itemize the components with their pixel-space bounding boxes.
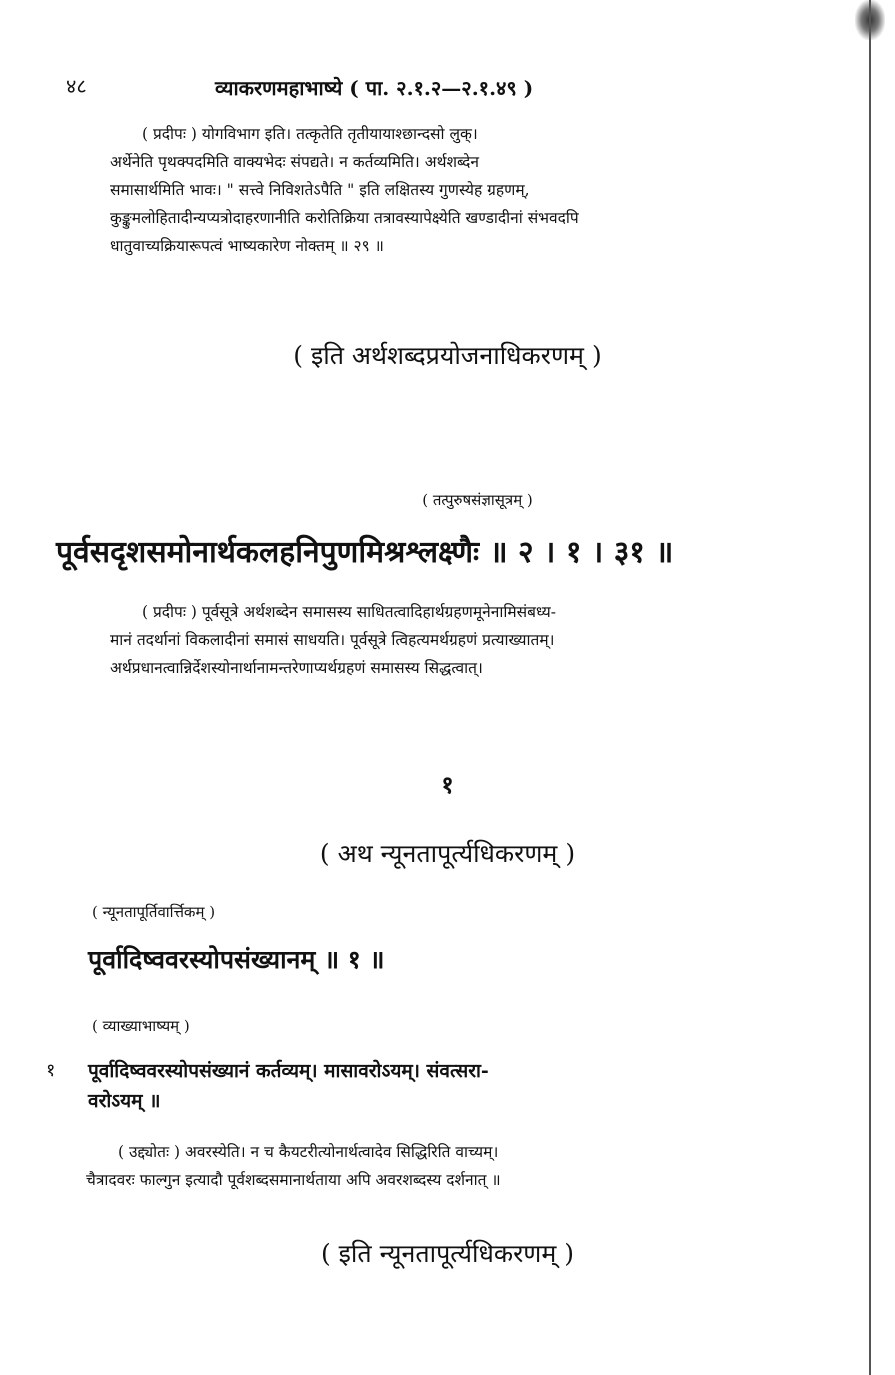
pradipa-commentary-1 bbox=[110, 120, 760, 260]
sutra-main: पूर्वसदृशसमोनार्थकलहनिपुणमिश्रश्लक्ष्णैः ॥ २ । १ । ३१ ॥ bbox=[56, 535, 674, 570]
pradipa-commentary-2 bbox=[110, 598, 760, 682]
text-line: ( प्रदीपः ) योगविभाग इति। तत्कृतेति तृतीयायाश्छान्दसो लुक्। bbox=[142, 125, 478, 143]
text-line: समासार्थमिति भावः। " सत्त्वे निविशतेऽपैति " इति लक्षितस्य गुणस्येह ग्रहणम्, bbox=[110, 181, 530, 199]
text-line: वरोऽयम् ॥ bbox=[88, 1090, 161, 1112]
text-line: ( प्रदीपः ) पूर्वसूत्रे अर्थशब्देन समासस्य साधितत्वादिहार्थग्रहणमूनेनामिसंबध्य- bbox=[142, 603, 556, 621]
section-start-title: ( अथ न्यूनतापूर्त्यधिकरणम् ) bbox=[319, 839, 576, 868]
uddyota-commentary bbox=[86, 1138, 766, 1194]
section-number: १ bbox=[441, 770, 454, 799]
bhashya-text bbox=[88, 1056, 768, 1116]
vartika-label: ( न्यूनतापूर्तिवार्त्तिकम् ) bbox=[92, 903, 216, 921]
running-head: व्याकरणमहाभाष्ये ( पा. २.१.२—२.१.४९ ) bbox=[215, 76, 534, 100]
section-end-title-1: ( इति अर्थशब्दप्रयोजनाधिकरणम् ) bbox=[293, 341, 602, 370]
bhashya-label: ( व्याख्याभाष्यम् ) bbox=[92, 1017, 190, 1035]
section-end-title-2: ( इति न्यूनतापूर्त्यधिकरणम् ) bbox=[320, 1239, 575, 1268]
page-edge-line bbox=[869, 0, 871, 1375]
text-line: मानं तदर्थानां विकलादीनां समासं साधयति। पूर्वसूत्रे त्विहत्यमर्थग्रहणं प्रत्याख्यातम्। bbox=[110, 631, 555, 649]
vartika-text: पूर्वादिष्ववरस्योपसंख्यानम् ॥ १ ॥ bbox=[88, 945, 385, 974]
page-edge-shadow bbox=[843, 0, 895, 1375]
text-line: ( उद्द्योतः ) अवरस्येति। न च कैयटरीत्योनार्थत्वादेव सिद्धिरिति वाच्यम्। bbox=[118, 1143, 499, 1161]
sutra-label: ( तत्पुरुषसंज्ञासूत्रम् ) bbox=[422, 491, 533, 509]
text-line: धातुवाच्यक्रियारूपत्वं भाष्यकारेण नोक्तम् ॥ २९ ॥ bbox=[110, 237, 384, 255]
text-line: अर्थप्रधानत्वान्निर्देशस्योनार्थानामन्तरेणाप्यर्थग्रहणं समासस्य सिद्धत्वात्। bbox=[110, 659, 483, 677]
page-number: ४८ bbox=[66, 74, 87, 98]
text-line: कुङ्कुमलोहितादीन्यप्यत्रोदाहरणानीति करोतिक्रिया तत्रावस्यापेक्ष्येति खण्डादीनां संभवदपि bbox=[110, 209, 579, 227]
text-line: पूर्वादिष्ववरस्योपसंख्यानं कर्तव्यम्। मासावरोऽयम्। संवत्सरा- bbox=[88, 1060, 489, 1082]
text-line: चैत्रादवरः फाल्गुन इत्यादौ पूर्वशब्दसमानार्थताया अपि अवरशब्दस्य दर्शनात् ॥ bbox=[86, 1171, 501, 1189]
text-line: अर्थेनेति पृथक्पदमिति वाक्यभेदः संपद्यते। न कर्तव्यमिति। अर्थशब्देन bbox=[110, 153, 480, 171]
bhashya-number: १ bbox=[46, 1060, 56, 1081]
